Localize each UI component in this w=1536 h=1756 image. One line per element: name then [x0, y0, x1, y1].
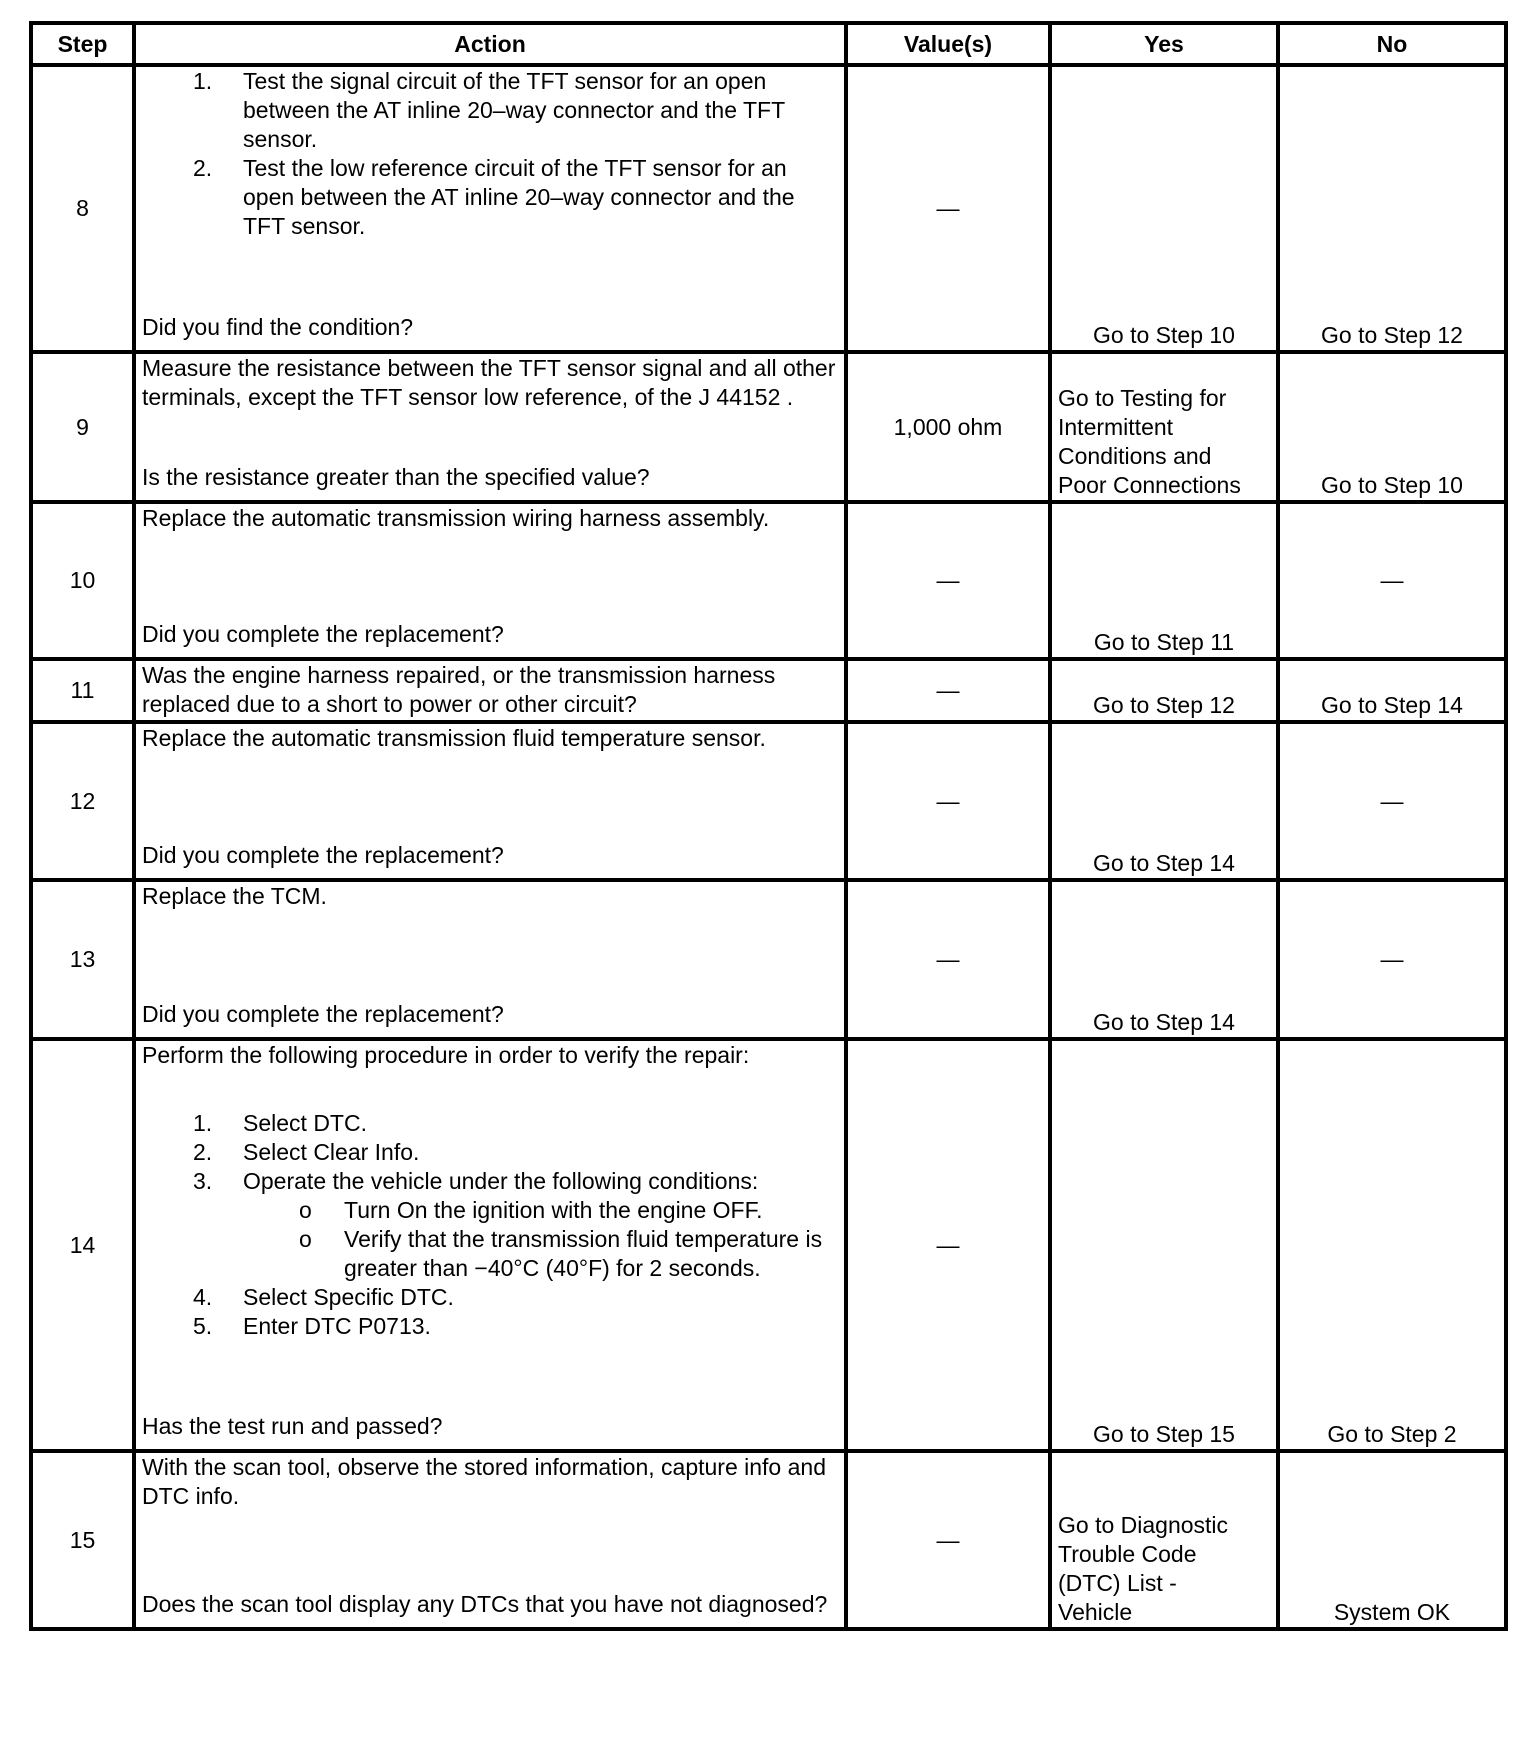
yes-cell: Go to Testing for Intermittent Conditions and Poor Connections: [1050, 352, 1278, 502]
header-no: No: [1278, 23, 1506, 65]
question-text: Did you complete the replacement?: [142, 621, 504, 647]
question-text: Is the resistance greater than the specified value?: [142, 464, 650, 490]
no-cell: System OK: [1278, 1451, 1506, 1629]
step-number: 8: [31, 65, 134, 352]
action-cell: [134, 502, 846, 659]
action-cell: [134, 880, 846, 1039]
no-cell: —: [1278, 502, 1506, 659]
table-row-step-13: [31, 880, 1506, 1039]
table-row-step-15: [31, 1451, 1506, 1629]
step-number: 12: [31, 722, 134, 880]
yes-cell: Go to Step 11: [1050, 502, 1278, 659]
action-cell: [134, 722, 846, 880]
list-item: 5. Enter DTC P0713.: [193, 1313, 431, 1339]
step-number: 9: [31, 352, 134, 502]
numbered-list: [142, 67, 838, 241]
sub-list-item: o Turn On the ignition with the engine OFF.: [299, 1197, 763, 1223]
step-number: 11: [31, 659, 134, 722]
no-cell: Go to Step 14: [1278, 659, 1506, 722]
question-text: Has the test run and passed?: [142, 1413, 443, 1439]
table-row-step-8: [31, 65, 1506, 352]
header-values: Value(s): [846, 23, 1050, 65]
no-cell: Go to Step 12: [1278, 65, 1506, 352]
yes-cell: Go to Diagnostic Trouble Code (DTC) List - Vehicle: [1050, 1451, 1278, 1629]
action-cell: [134, 352, 846, 502]
header-step: Step: [31, 23, 134, 65]
action-text: Measure the resistance between the TFT sensor signal and all other terminals, except the TFT sensor low reference, of the J 44152 .: [142, 355, 836, 410]
step-number: 15: [31, 1451, 134, 1629]
list-item: 2. Select Clear Info.: [193, 1139, 420, 1165]
value-cell: —: [846, 659, 1050, 722]
no-cell: Go to Step 10: [1278, 352, 1506, 502]
value-cell: —: [846, 1039, 1050, 1451]
header-row: [31, 23, 1506, 65]
yes-cell: Go to Step 12: [1050, 659, 1278, 722]
header-action: Action: [134, 23, 846, 65]
yes-cell: Go to Step 14: [1050, 880, 1278, 1039]
value-cell: 1,000 ohm: [846, 352, 1050, 502]
sub-list: [142, 1196, 838, 1283]
action-cell: [134, 65, 846, 352]
value-cell: —: [846, 722, 1050, 880]
no-cell: Go to Step 2: [1278, 1039, 1506, 1451]
value-cell: —: [846, 880, 1050, 1039]
list-item: 2. Test the low reference circuit of the TFT sensor for an open between the AT inline 20–way connector and the TFT sensor.: [193, 155, 795, 239]
question-text: Did you complete the replacement?: [142, 842, 504, 868]
step-number: 14: [31, 1039, 134, 1451]
step-number: 10: [31, 502, 134, 659]
table-row-step-10: [31, 502, 1506, 659]
action-text: Replace the automatic transmission fluid temperature sensor.: [142, 725, 766, 751]
yes-cell: Go to Step 14: [1050, 722, 1278, 880]
table-row-step-11: [31, 659, 1506, 722]
question-text: Did you complete the replacement?: [142, 1001, 504, 1027]
action-cell: [134, 1451, 846, 1629]
table-row-step-12: [31, 722, 1506, 880]
list-item: 4. Select Specific DTC.: [193, 1284, 454, 1310]
action-cell: Was the engine harness repaired, or the transmission harness replaced due to a short to power or other circuit?: [134, 659, 846, 722]
value-cell: —: [846, 65, 1050, 352]
list-item: 1. Select DTC.: [193, 1110, 367, 1136]
table-row-step-9: [31, 352, 1506, 502]
yes-cell: Go to Step 15: [1050, 1039, 1278, 1451]
action-cell: [134, 1039, 846, 1451]
yes-cell: Go to Step 10: [1050, 65, 1278, 352]
sub-list-item: o Verify that the transmission fluid temperature is greater than −40°C (40°F) for 2 seconds.: [299, 1226, 823, 1281]
step-number: 13: [31, 880, 134, 1039]
diagnostic-table: [29, 21, 1508, 1631]
table-row-step-14: [31, 1039, 1506, 1451]
no-cell: —: [1278, 722, 1506, 880]
header-yes: Yes: [1050, 23, 1278, 65]
action-text: With the scan tool, observe the stored information, capture info and DTC info.: [142, 1454, 826, 1509]
action-text: Replace the TCM.: [142, 883, 327, 909]
question-text: Does the scan tool display any DTCs that you have not diagnosed?: [142, 1591, 828, 1617]
list-item: 3. Operate the vehicle under the following conditions: o Turn On the ignition with the engine OFF. o Verify that the transmission fluid temperature is greater than −40°C (40°F) for 2 seconds.: [142, 1167, 838, 1283]
action-text: Replace the automatic transmission wiring harness assembly.: [142, 505, 770, 531]
value-cell: —: [846, 1451, 1050, 1629]
numbered-list: [142, 1109, 838, 1341]
no-cell: —: [1278, 880, 1506, 1039]
question-text: Did you find the condition?: [142, 314, 414, 340]
intro-text: Perform the following procedure in order to verify the repair:: [142, 1042, 750, 1068]
value-cell: —: [846, 502, 1050, 659]
list-item: 1. Test the signal circuit of the TFT sensor for an open between the AT inline 20–way connector and the TFT sensor.: [193, 68, 785, 152]
